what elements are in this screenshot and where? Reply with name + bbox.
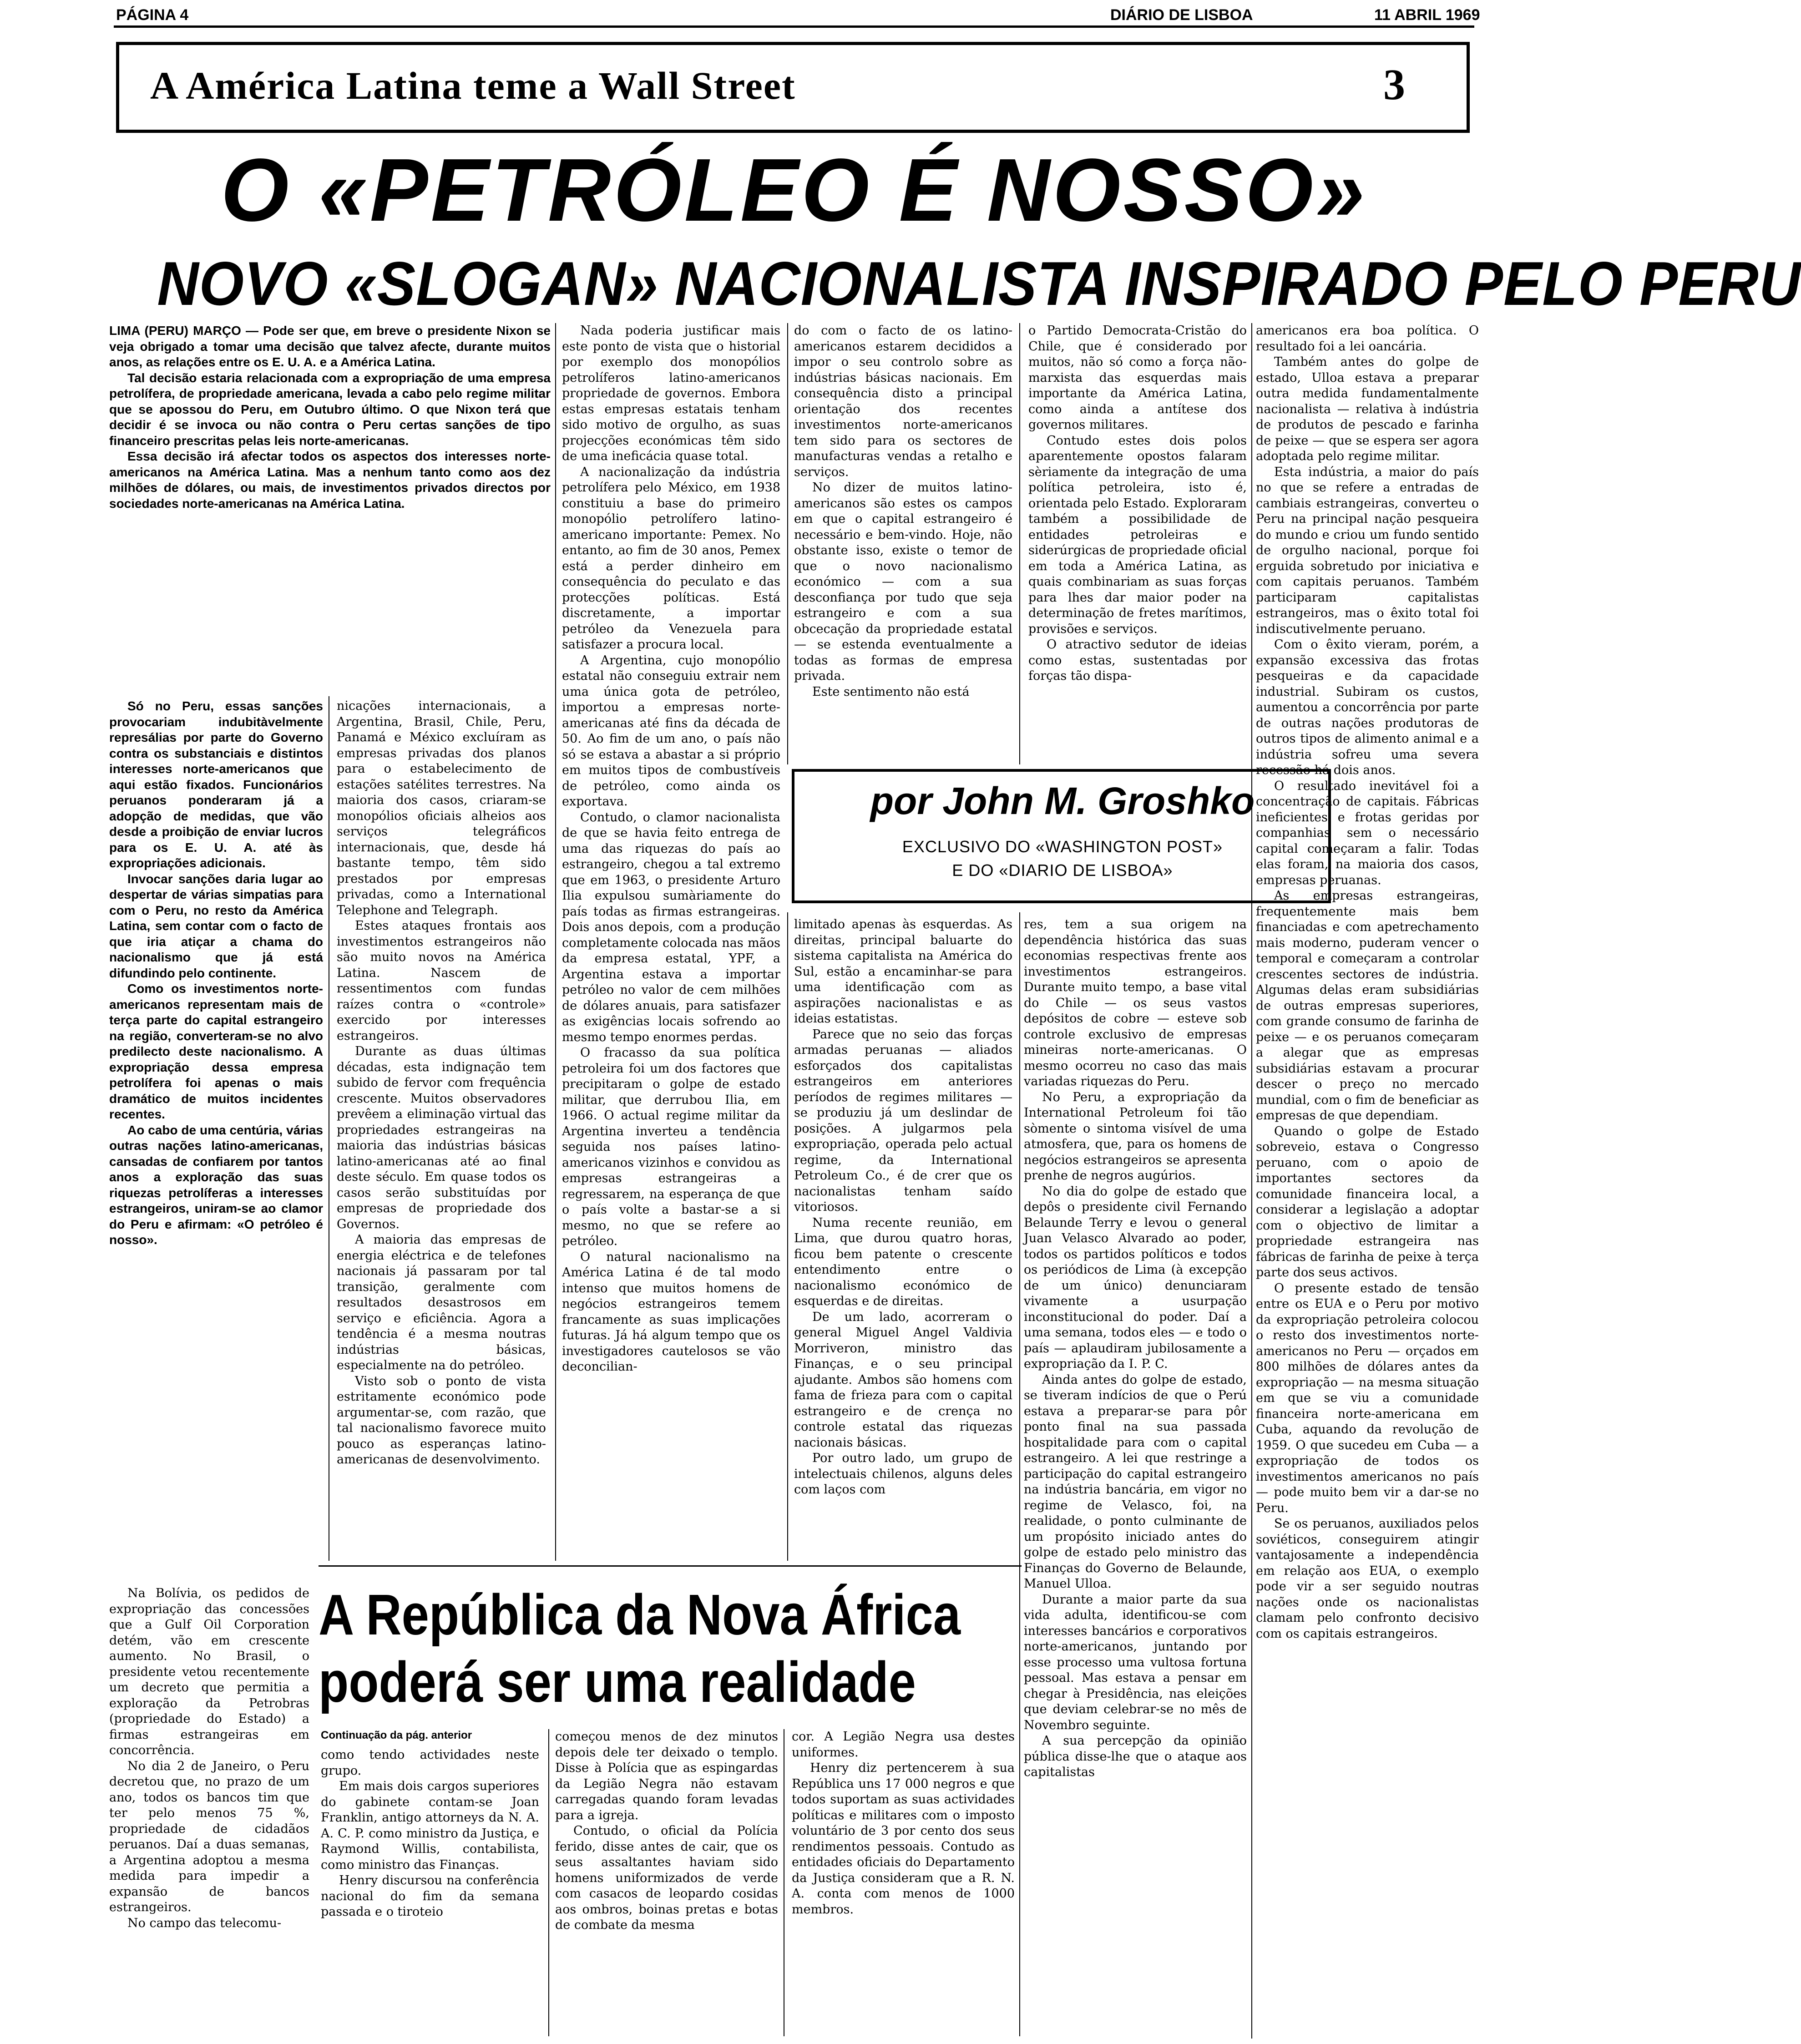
column-rule [1251, 323, 1252, 2039]
paragraph: Contudo, o clamor nacionalista de que se havia feito entrega de uma das riquezas do país ao estrangeiro, chegou a tal extremo que em 1963, o presidente Arturo Ilia expulsou sumàriamente do país todas as firmas estrangeiras. Dois anos depois, com a produção completamente colocada nas mãos da empresa estatal, YPF, a Argentina estava a importar petróleo no valor de cem milhões de dólares anuais, para satisfazer as exigências locais sofrendo ao mesmo tempo enormes perdas. [562, 810, 780, 1044]
paragraph: americanos era boa política. O resultado foi a lei oancária. [1256, 324, 1479, 354]
paragraph: Ao cabo de uma centúria, várias outras nações latino-americanas, cansadas de confiarem por tantos anos a exploração das suas riquezas petrolíferas a interesses estrangeiros, uniram-se ao clamor do Peru e afirmam: «O petróleo é nosso». [109, 1123, 323, 1247]
lead-text [109, 323, 551, 687]
column-rule [1019, 912, 1020, 2036]
column-5-top [1028, 323, 1247, 760]
paragraph: Quando o golpe de Estado sobreveio, estava o Congresso peruano, com o apoio de importantes sectores da comunidade financeira local, a considerar a legislação a adoptar com o objectivo de limitar a propriedade estrangeira nas fábricas de farinha de peixe à terça parte dos seus activos. [1256, 1124, 1479, 1280]
paragraph: Como os investimentos norte-americanos representam mais de terça parte do capital estrangeiro na região, converteram-se no alvo predilecto deste nacionalismo. A expropriação dessa empresa petrolífera foi apenas o mais dramático de muitos incidentes recentes. [109, 982, 323, 1121]
paragraph: Esta indústria, a maior do país no que se refere a entradas de cambiais estrangeiras, converteu o Peru na principal nação pesqueira do mundo e criou um fundo sentido de orgulho nacional, porque foi erguida sobretudo por iniciativa e com capitais peruanos. Também participaram capitalistas estrangeiros, mas o êxito total foi indiscutivelmente peruano. [1256, 465, 1479, 636]
paragraph: Com o êxito vieram, porém, a expansão excessiva das frotas pesqueiras e da capacidade industrial. Subiram os custos, aumentou a concorrência por parte de outras nações produtoras de outros tipos de alimento animal e a indústria sofreu uma severa recessão há dois anos. [1256, 637, 1479, 777]
paragraph: O fracasso da sua política petroleira foi um dos factores que precipitaram o golpe de estado militar, que derrubou Ilia, em 1966. O actual regime militar da Argentina inverteu a tendência seguida nos países latino-americanos vizinhos e convidou as empresas estrangeiras a regressarem, na esperança de que o país volte a bastar-se a si mesmo, no que se refere ao petróleo. [562, 1046, 780, 1248]
section-title: A América Latina teme a Wall Street [150, 64, 796, 107]
page-number: PÁGINA 4 [116, 6, 189, 24]
column-4-bottom [794, 917, 1012, 1558]
paragraph: No dia do golpe de estado que depôs o presidente civil Fernando Belaunde Terry e levou o general Juan Velasco Alvarado ao poder, todos os partidos políticos e todos os periódicos de Lima (à excepção de um único) denunciaram vivamente a usurpação inconstitucional do poder. Daí a uma semana, todos eles — e todo o país — aplaudiram jubilosamente a expropriação da I. P. C. [1024, 1184, 1247, 1371]
story-divider [319, 1565, 1022, 1567]
column-2 [337, 698, 546, 1554]
column-5-bottom [1024, 917, 1247, 2039]
column-rule [1019, 323, 1020, 764]
section-number: 3 [1383, 60, 1405, 109]
paragraph: Estes ataques frontais aos investimentos estrangeiros não são muito novos na América Latina. Nascem de ressentimentos com fundas raízes contra o «controle» exercido por interesses estrangeiros. [337, 919, 546, 1043]
column-rule [787, 912, 788, 1561]
paragraph: O atractivo sedutor de ideias como estas, sustentadas por forças tão dispa- [1028, 637, 1247, 683]
masthead-rule [114, 25, 1474, 28]
paragraph: No campo das telecomu- [127, 1916, 282, 1930]
africa-headline [319, 1581, 961, 1716]
africa-headline-line: poderá ser uma realidade [319, 1650, 916, 1714]
paragraph: A Argentina, cujo monopólio estatal não conseguiu extrair nem uma única gota de petróleo, importou a empresas norte-americanas até fins da década de 50. Ao fim de um ano, o país não só se estava a abastar a si próprio em muitos tipos de combustíveis de petróleo, como ainda os exportava. [562, 653, 780, 809]
paragraph: Henry diz pertencerem à sua República uns 17 000 negros e que todos suportam as suas actividades políticas e militares com o imposto voluntário de 3 por cento dos seus rendimentos pessoais. Contudo as entidades oficiais do Departamento da Justiça consideram que a R. N. A. conta com menos de 1000 membros. [792, 1761, 1015, 1917]
paragraph: Também antes do golpe de estado, Ulloa estava a preparar outra medida fundamentalmente nacionalista — relativa à indústria de produtos de pescado e farinha de peixe — que se espera ser agora adoptada pelo regime militar. [1256, 355, 1479, 463]
paragraph: nicações internacionais, a Argentina, Brasil, Chile, Peru, Panamá e México excluíram as empresas privadas dos planos para o estabelecimento de estações satélites terrestres. Na maioria dos casos, criaram-se monopólios oficiais alheios aos serviços telegráficos internacionais, que, desde há bastante tempo, têm sido prestados por empresas privadas, como a International Telephone and Telegraph. [337, 699, 546, 917]
byline-line: E DO «DIARIO DE LISBOA» [952, 861, 1173, 880]
africa-column-a [321, 1747, 539, 2036]
paragraph: Contudo, o oficial da Polícia ferido, disse antes de cair, que os seus assaltantes haviam sido homens uniformizados de verde com casacos de leopardo cosidas aos ombros, boinas pretas e botas de combate da mesma [555, 1824, 778, 1932]
paragraph: O resultado inevitável foi a concentração de capitais. Fábricas ineficientes e frotas geridas por companhias sem o necessário capital começaram a falir. Todas elas foram, na maioria dos casos, empresas peruanas. [1256, 779, 1479, 887]
byline-line: EXCLUSIVO DO «WASHINGTON POST» [902, 837, 1223, 856]
paragraph: res, tem a sua origem na dependência histórica das suas economias respectivas frente aos investimentos estrangeiros. Durante muito tempo, a base vital do Chile — os seus vastos depósitos de cobre — esteve sob controle exclusivo de empresas mineiras norte-americanas. O mesmo ocorreu no caso das mais variadas riquezas do Peru. [1024, 917, 1247, 1088]
paragraph: Invocar sanções daria lugar ao despertar de várias simpatias para com o Peru, no resto da América Latina, sem contar com o facto de que iria atiçar a chama do nacionalismo que já está difundindo pelo continente. [109, 871, 323, 980]
lead-paragraph: Tal decisão estaria relacionada com a expropriação de uma empresa petrolífera, de propriedade americana, levada a cabo pelo regime militar que se apossou do Peru, em Outubro último. O que Nixon terá que decidir é se invoca ou não contra o Peru certas sanções de tipo financeiro prescritas pelas leis norte-americanas. [109, 370, 551, 448]
paragraph: Ainda antes do golpe de estado, se tiveram indícios de que o Perú estava a preparar-se para pôr ponto final na sua passada hospitalidade para com o capital estrangeiro. A lei que restringe a participação do capital estrangeiro na indústria bancária, em vigor no regime de Velasco, foi, na realidade, o ponto culminante de um propósito iniciado antes do golpe de estado pelo ministro das Finanças do Governo de Belaunde, Manuel Ulloa. [1024, 1372, 1247, 1591]
newspaper-name: DIÁRIO DE LISBOA [1110, 6, 1253, 24]
paragraph: Em mais dois cargos superiores do gabinete contam-se Joan Franklin, antigo attorneys da N. A. A. C. P. como ministro da Justiça, e Raymond Willis, contabilista, como ministro das Finanças. [321, 1779, 539, 1872]
paragraph: Este sentimento não está [812, 684, 970, 699]
paragraph: Só no Peru, essas sanções provocariam indubitàvelmente represálias por parte do Governo contra os substanciais e distintos interesses norte-americanos que aqui estão fixados. Funcionários peruanos ponderaram já a adopção de medidas, que vão desde a proibição de enviar lucros para os E. U. A. até às expropriações adicionais. [109, 699, 323, 870]
byline-author: por John M. Groshko [870, 779, 1255, 822]
paragraph: limitado apenas às esquerdas. As direitas, principal baluarte do sistema capitalista na América do Sul, estão a encaminhar-se para uma identificação com as aspirações nacionalistas e as ideias estatistas. [794, 917, 1012, 1026]
paragraph: Numa recente reunião, em Lima, que durou quatro horas, ficou bem patente o crescente entendimento entre o nacionalismo económico de esquerdas e de direitas. [794, 1215, 1012, 1308]
issue-date: 11 ABRIL 1969 [1374, 6, 1480, 24]
byline-exclusive [817, 835, 1308, 882]
paragraph: No dizer de muitos latino-americanos são estes os campos em que o capital estrangeiro é necessário e bem-vindo. Hoje, não obstante isso, existe o temor de que o novo nacionalismo económico — com a sua desconfiança por tudo que seja estrangeiro e com a sua obcecação da propriedade estatal — se estenda eventualmente a todas as formas de empresa privada. [794, 481, 1012, 683]
paragraph: como tendo actividades neste grupo. [321, 1748, 539, 1778]
column-rule [548, 1729, 549, 2036]
paragraph: Contudo estes dois polos aparentemente opostos falaram sèriamente da integração de uma política petroleira, isto é, orientada pelo Estado. Exploraram também a possibilidade de entidades petroleiras e siderúrgicas de propriedade oficial em toda a América Latina, as quais combinariam as suas forças para lhes dar maior poder na determinação de fretes marítimos, provisões e serviços. [1028, 433, 1247, 636]
paragraph: Durante a maior parte da sua vida adulta, identificou-se com interesses bancários e corporativos norte-americanos, juntando por esse processo uma vultosa fortuna pessoal. Mas estava a pensar em chegar à Presidência, nas eleições que deviam celebrar-se no mês de Novembro seguinte. [1024, 1592, 1247, 1732]
paragraph: A sua percepção da opinião pública disse-lhe que o ataque aos capitalistas [1024, 1734, 1247, 1779]
column-1-bold [109, 698, 323, 1581]
paragraph: Se os peruanos, auxiliados pelos soviéticos, conseguirem atingir vantajosamente a independência em relação aos EUA, o exemplo pode vir a ser seguido noutras nações onde os nacionalistas clamam pelo confronto decisivo com os capitais estrangeiros. [1256, 1517, 1479, 1641]
paragraph: O presente estado de tensão entre os EUA e o Peru por motivo da expropriação petroleira colocou o resto dos investimentos norte-americanos no Peru — orçados em 800 milhões de dólares antes da expropriação — na mesma situação em que se viu a comunidade financeira norte-americana em Cuba, aquando da revolução de 1959. O que sucedeu em Cuba — a expropriação de todos os investimentos americanos no país — pode muito bem vir a dar-se no Peru. [1256, 1281, 1479, 1515]
africa-headline-line: A República da Nova África [319, 1583, 961, 1647]
paragraph: As empresas estrangeiras, frequentemente mais bem financiadas e com apetrechamento mais moderno, puderam vencer o temporal e começaram a controlar crescentes sectores de indústria. Algumas delas eram subsidiárias de outras empresas superiores, com grande consumo de farinha de peixe — e os peruanos começaram a alegar que as empresas subsidiárias estavam a procurar descer o preço no mercado mundial, com o fim de beneficiar as empresas de que dependiam. [1256, 889, 1479, 1123]
africa-column-c [792, 1729, 1015, 2036]
lead-paragraph: Essa decisão irá afectar todos os aspectos dos interesses norte-americanos na América Latina. Mas a nenhum tanto como aos dez milhões de dólares, ou mais, de investimentos privados directos por sociedades norte-americanas na América Latina. [109, 449, 551, 511]
paragraph: Visto sob o ponto de vista estritamente económico pode argumentar-se, com razão, que tal nacionalismo favorece muito pouco as esperanças latino-americanas de desenvolvimento. [337, 1374, 546, 1467]
paragraph: Por outro lado, um grupo de intelectuais chilenos, alguns deles com laços com [794, 1451, 1012, 1497]
lead-paragraph: LIMA (PERU) MARÇO — Pode ser que, em breve o presidente Nixon se veja obrigado a tomar uma decisão que talvez afecte, durante muitos anos, as relações entre os E. U. A. e a América Latina. [109, 324, 551, 369]
paragraph: No dia 2 de Janeiro, o Peru decretou que, no prazo de um ano, todos os bancos tim que ter pelo menos 75 %, propriedade de cidadãos peruanos. Daí a duas semanas, a Argentina adoptou a mesma medida para impedir a expansão de bancos estrangeiros. [109, 1759, 309, 1914]
paragraph: O natural nacionalismo na América Latina é de tal modo intenso que muitos homens de negócios estrangeiros temem francamente as suas implicações futuras. Já há algum tempo que os investigadores cautelosos se vão deconcilian- [562, 1250, 780, 1374]
paragraph: começou menos de dez minutos depois dele ter deixado o templo. Disse à Polícia que as espingardas da Legião Negra não estavam carregadas quando foram levadas para a igreja. [555, 1730, 778, 1822]
column-rule [555, 323, 556, 1561]
column-3 [562, 323, 780, 1556]
paragraph: Nada poderia justificar mais este ponto de vista que o historial por exemplo dos monopólios petrolíferos latino-americanos propriedade de governos. Embora estas empresas estatais tenham sido motivo de orgulho, as suas projecções económicas têm sido de uma ineficácia quase total. [562, 324, 780, 463]
column-4-top [794, 323, 1012, 760]
paragraph: A nacionalização da indústria petrolífera pelo México, em 1938 constituiu a base do primeiro monopólio petrolífero latino-americano importante: Pemex. No entanto, ao fim de 30 anos, Pemex está a perder dinheiro em consequência do peculato e das protecções políticas. Está discretamente, a importar petróleo da Venezuela para satisfazer a procura local. [562, 465, 780, 652]
paragraph: o Partido Democrata-Cristão do Chile, que é considerado por muitos, não só como a força não-marxista das esquerdas mais importante da América Latina, como ainda a antítese dos governos militares. [1028, 324, 1247, 432]
paragraph: Durante as duas últimas décadas, esta indignação tem subido de fervor com frequência crescente. Muitos observadores prevêem a eliminação virtual das propriedades estrangeiras na maioria das indústrias básicas latino-americanas até ao final deste século. Em quase todos os casos serão substituídas por empresas de propriedade dos Governos. [337, 1044, 546, 1231]
paragraph: No Peru, a expropriação da International Petroleum foi tão sòmente o sintoma visível de uma atmosfera, que, para os homens de negócios estrangeiros se apresenta prenhe de negros augúrios. [1024, 1090, 1247, 1183]
paragraph: cor. A Legião Negra usa destes uniformes. [792, 1730, 1015, 1760]
continuation-note: Continuação da pág. anterior [321, 1729, 472, 1741]
column-6 [1256, 323, 1479, 2039]
column-1-text [109, 1586, 309, 2036]
main-headline: O «PETRÓLEO É NOSSO» [221, 140, 1367, 240]
paragraph: Na Bolívia, os pedidos de expropriação das concessões que a Gulf Oil Corporation detém, vão em crescente aumento. No Brasil, o presidente vetou recentemente um decreto que permitia a exploração da Petrobras (propriedade do Estado) a firmas estrangeiras em concorrência. [109, 1586, 309, 1757]
paragraph: A maioria das empresas de energia eléctrica e de telefones nacionais já passaram por tal transição, geralmente com resultados desastrosos em serviço e eficiência. Agora a tendência é a mesma noutras indústrias básicas, especialmente na do petróleo. [337, 1233, 546, 1372]
paragraph: De um lado, acorreram o general Miguel Angel Valdivia Morriveron, ministro das Finanças, e o seu principal ajudante. Ambos são homens com fama de frieza para com o capital estrangeiro e de crença no controle estatal das riquezas nacionais básicas. [794, 1310, 1012, 1450]
column-rule [787, 323, 788, 764]
paragraph: do com o facto de os latino-americanos estarem decididos a impor o seu controlo sobre as indústrias básicas nacionais. Em consequência disto a principal orientação dos recentes investimentos norte-americanos tem sido para os sectores de manufacturas vendas a retalho e serviços. [794, 324, 1012, 479]
sub-headline: NOVO «SLOGAN» NACIONALISTA INSPIRADO PELO PERU [157, 249, 1801, 318]
paragraph: Parece que no seio das forças armadas peruanas — aliados esforçados dos capitalistas estrangeiros em anteriores períodos de regimes militares — se produziu já um deslindar de posições. A julgarmos pela expropriação, operada pelo actual regime, da International Petroleum Co., é de crer que os nacionalistas tenham saído vitoriosos. [794, 1027, 1012, 1214]
africa-column-b [555, 1729, 778, 2036]
paragraph: Henry discursou na conferência nacional do fim da semana passada e o tiroteio [321, 1873, 539, 1919]
